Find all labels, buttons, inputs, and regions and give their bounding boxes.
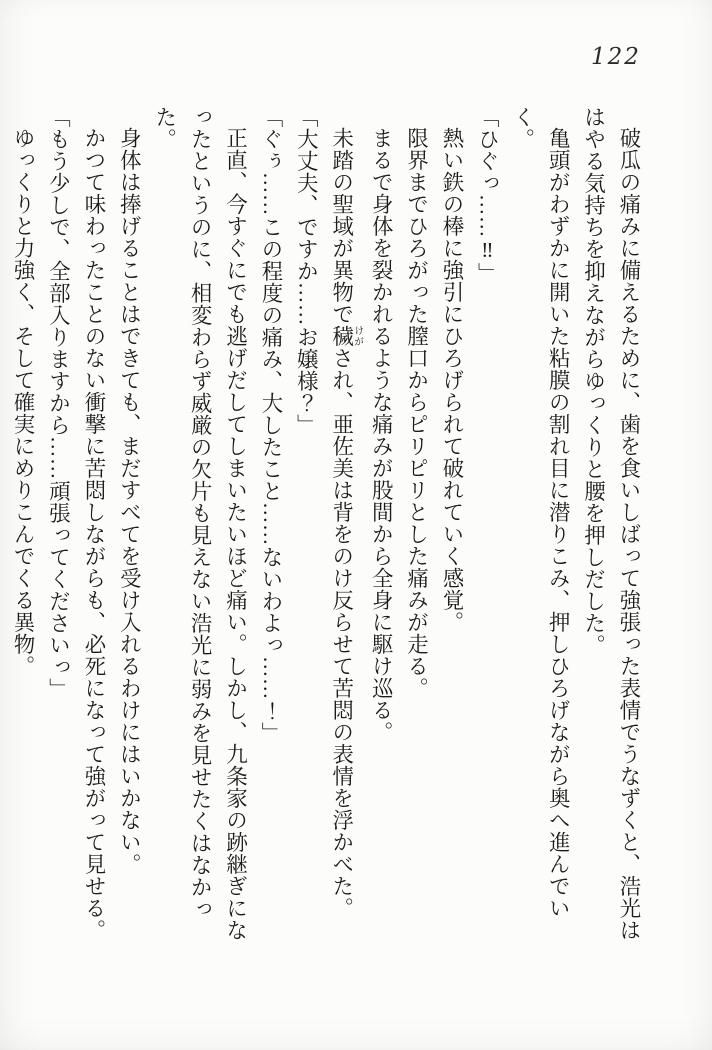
paragraph-text: され、亜佐美は背をのけ反らせて苦悶の表情を浮かべた。: [329, 347, 354, 920]
paragraph: 正直、今すぐにでも逃げだしてしまいたいほど痛い。しかし、九条家の跡継ぎになったというのに、相変わらず威厳の欠片も見えない浩光に弱みを見せたくはなかった。: [152, 106, 248, 942]
furigana-base: 穢: [329, 325, 354, 348]
paragraph: [0, 106, 5, 952]
page-text: [11, 106, 646, 952]
paragraph: 身体は捧げることはできても、まだすべてを受け入れるわけにはいかない。: [117, 127, 142, 876]
page-number: 122: [591, 44, 641, 70]
paragraph: 限界までひろがった膣口からピリピリとした痛みが走る。: [404, 127, 429, 700]
paragraph-text: 未踏の聖域が異物で: [329, 127, 354, 326]
paragraph: ゆっくりと力強く、そして確実にめりこんでくる異物。: [11, 127, 36, 678]
paragraph-dialogue: 「ぐぅ……この程度の痛み、大したこと……ないわよっ……！」: [258, 106, 283, 744]
paragraph-dialogue: 「大丈夫、ですか……お嬢様？」: [294, 106, 319, 436]
paragraph-dialogue: 「ひぐっ……‼」: [475, 106, 500, 285]
paragraph: かつて味わったことのない衝撃に苦悶しながらも、必死になって強がって見せる。: [81, 127, 106, 942]
paragraph-dialogue: 「もう少しで、全部入りますから……頑張ってくださいっ」: [46, 106, 71, 700]
furigana-reading: けが: [352, 325, 364, 348]
furigana-ruby: [329, 325, 364, 348]
paragraph: まるで身体を裂かれるような痛みが股間から全身に駆け巡る。: [369, 127, 394, 744]
paragraph: 亀頭がわずかに開いた粘膜の割れ目に潜りこみ、押しひろげながら奥へ進んでいく。: [510, 106, 571, 920]
paragraph: 破瓜の痛みに備えるために、歯を食いしばって強張った表情でうなずくと、浩光ははやる気持ちを抑えながらゆっくりと腰を押しだした。: [581, 106, 641, 942]
paragraph: 熱い鉄の棒に強引にひろげられて破れていく感覚。: [439, 127, 464, 634]
paragraph-with-furigana: [323, 106, 362, 952]
